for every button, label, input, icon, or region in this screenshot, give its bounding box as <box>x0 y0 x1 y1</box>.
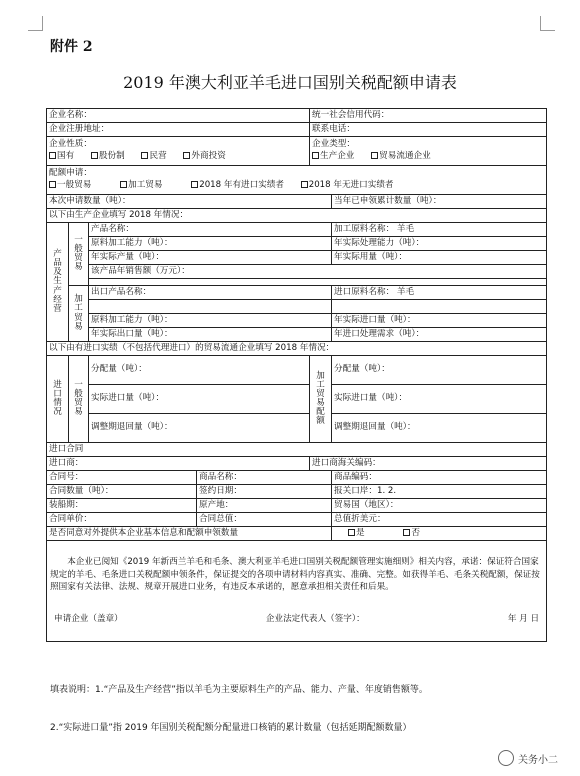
option-label: 否 <box>411 527 420 538</box>
note-2: 2.“实际进口量”指 2019 年国别关税配额分配量进口核销的累计数量（包括延期配额数量） <box>50 723 412 733</box>
option-label: 2018 年无进口实绩者 <box>308 180 394 190</box>
actual-import3-field[interactable]: 实际进口量（吨）： <box>332 385 547 414</box>
checkbox-icon <box>183 152 190 159</box>
nature-field <box>47 137 310 166</box>
nature-option[interactable] <box>49 151 74 161</box>
blank-row <box>332 300 547 314</box>
option-label: 生产企业 <box>320 151 355 161</box>
actual-import-field[interactable]: 年实际进口量（吨）： <box>332 314 547 328</box>
allocated2-field[interactable]: 分配量（吨）： <box>332 356 547 385</box>
blank-row <box>89 279 547 286</box>
wechat-logo-icon <box>498 750 514 766</box>
checkbox-icon <box>348 529 355 536</box>
reg-address-field[interactable]: 企业注册地址： <box>47 123 310 137</box>
trade-country-field[interactable]: 贸易国（地区）： <box>332 499 547 513</box>
option-label: 加工贸易 <box>128 180 163 190</box>
import-raw-field[interactable]: 进口原料名称： 羊毛 <box>332 286 547 300</box>
port-field[interactable]: 报关口岸：1. 2. <box>332 485 547 499</box>
total-price-field[interactable]: 合同总值： <box>197 513 332 527</box>
type-option[interactable] <box>312 151 354 161</box>
producer-section-header: 以下由生产企业填写 2018 年情况： <box>47 209 547 223</box>
legal-rep-signature[interactable]: 企业法定代表人（签字）： <box>265 614 365 625</box>
signature-date[interactable]: 年 月 日 <box>507 614 540 625</box>
actual-export-field[interactable]: 年实际出口量（吨）： <box>89 328 332 342</box>
processing-trade-label: 加工贸易 <box>69 286 89 342</box>
option-label: 是 <box>356 527 365 538</box>
apply-option[interactable] <box>301 180 394 190</box>
actual-output-field[interactable]: 年实际产量（吨）： <box>89 251 332 265</box>
agree-yes-option[interactable] <box>348 528 365 538</box>
import-demand-field[interactable]: 年进口处理需求（吨）： <box>332 328 547 342</box>
checkbox-icon <box>141 152 148 159</box>
option-label: 2018 年有进口实绩者 <box>199 180 285 190</box>
quota-apply-field <box>47 166 547 195</box>
contract-label: 进口合同 <box>47 443 547 457</box>
nature-option[interactable] <box>183 151 225 161</box>
total-usd-field[interactable]: 总值折美元： <box>332 513 547 527</box>
producer-side-label: 产品及生产经营 <box>47 223 69 342</box>
nature-option[interactable] <box>91 151 125 161</box>
goods-code-field[interactable]: 商品编码： <box>332 471 547 485</box>
checkbox-icon <box>191 181 198 188</box>
actual-import2-field[interactable]: 实际进口量（吨）： <box>89 385 310 414</box>
checkbox-icon <box>312 152 319 159</box>
type-field <box>310 137 547 166</box>
option-label: 民营 <box>149 151 167 161</box>
contract-no-field[interactable]: 合同号： <box>47 471 197 485</box>
checkbox-icon <box>120 181 127 188</box>
checkbox-icon <box>91 152 98 159</box>
attachment-label: 附件 2 <box>50 39 93 55</box>
agree-no-option[interactable] <box>403 528 420 538</box>
checkbox-icon <box>301 181 308 188</box>
checkbox-icon <box>403 529 410 536</box>
apply-option[interactable] <box>191 180 284 190</box>
corner-mark <box>28 16 43 31</box>
option-label: 外商投资 <box>191 151 226 161</box>
origin-field[interactable]: 原产地： <box>197 499 332 513</box>
option-label: 股份制 <box>98 151 125 161</box>
checkbox-icon <box>49 152 56 159</box>
unit-price-field[interactable]: 合同单价： <box>47 513 197 527</box>
company-name-field[interactable]: 企业名称： <box>47 109 310 123</box>
phone-field[interactable]: 联系电话： <box>310 123 547 137</box>
export-product-field[interactable]: 出口产品名称： <box>89 286 332 300</box>
checkbox-icon <box>371 152 378 159</box>
product-value-field[interactable]: 该产品年销售额（万元）： <box>89 265 547 279</box>
nature-label: 企业性质： <box>49 139 92 150</box>
import-side-label: 进口情况 <box>47 356 69 443</box>
note-1: 填表说明：1.“产品及生产经营”指以羊毛为主要原料生产的产品、能力、产量、年度销售额等。 <box>50 685 428 695</box>
option-label: 一般贸易 <box>57 180 92 190</box>
apply-qty-field[interactable]: 本次申请数量（吨）： <box>47 195 332 209</box>
importer-field[interactable]: 进口商： <box>47 457 310 471</box>
watermark <box>498 750 558 766</box>
actual-use-field[interactable]: 年实际用量（吨）： <box>332 251 547 265</box>
agree-question: 是否同意对外提供本企业基本信息和配额申领数量 <box>47 527 332 541</box>
agree-options <box>332 527 547 541</box>
general-trade-label: 一般贸易 <box>69 223 89 286</box>
option-label: 国有 <box>57 151 75 161</box>
already-qty-field[interactable]: 当年已申领累计数量（吨）： <box>332 195 547 209</box>
trade-processing-label: 加工贸易配额 <box>310 356 332 443</box>
apply-label: 配额申请： <box>49 168 92 179</box>
goods-name-field[interactable]: 商品名称： <box>197 471 332 485</box>
blank-row <box>89 300 332 314</box>
ship-period-field[interactable]: 装船期： <box>47 499 197 513</box>
nature-option[interactable] <box>141 151 166 161</box>
application-form-table <box>46 108 547 642</box>
watermark-label: 关务小二 <box>518 754 558 766</box>
raw-capacity-field[interactable]: 原料加工能力（吨）： <box>89 237 332 251</box>
option-label: 贸易流通企业 <box>379 151 431 161</box>
apply-option[interactable] <box>49 180 91 190</box>
actual-processing-cap-field[interactable]: 年实际处理能力（吨）： <box>332 237 547 251</box>
checkbox-icon <box>49 181 56 188</box>
trade-general-label: 一般贸易 <box>69 356 89 443</box>
corner-mark <box>540 16 555 31</box>
trade-section-header: 以下由有进口实绩（不包括代理进口）的贸易流通企业填写 2018 年情况： <box>47 342 547 356</box>
commitment-block <box>47 541 547 642</box>
returned-field[interactable]: 调整期退回量（吨）： <box>89 414 310 443</box>
allocated-field[interactable]: 分配量（吨）： <box>89 356 310 385</box>
contract-qty-field[interactable]: 合同数量（吨）： <box>47 485 197 499</box>
applicant-signature[interactable]: 申请企业（盖章） <box>54 614 123 625</box>
raw-material-field[interactable]: 加工原料名称： 羊毛 <box>332 223 547 237</box>
type-label: 企业类型： <box>312 139 355 150</box>
commitment-text: 本企业已阅知《2019 年新西兰羊毛和毛条、澳大利亚羊毛进口国别关税配额管理实施细则》相关内容，承诺：保证符合国家规定的羊毛、毛条进口关税配额申领条件，保证提交的各项申请材料内容真实、准确、完整。如获得羊毛、毛条关税配额，保证按照国家有关法律、法规、规章开展进口业务，有违反本承诺的，愿意承担相关责任和后果。 <box>50 557 540 592</box>
raw-capacity2-field[interactable]: 原料加工能力（吨）： <box>89 314 332 328</box>
type-option[interactable] <box>371 151 431 161</box>
returned2-field[interactable]: 调整期退回量（吨）： <box>332 414 547 443</box>
sign-date-field[interactable]: 签约日期： <box>197 485 332 499</box>
form-title: 2019 年澳大利亚羊毛进口国别关税配额申请表 <box>123 73 457 92</box>
apply-option[interactable] <box>120 180 162 190</box>
product-name-field[interactable]: 产品名称： <box>89 223 332 237</box>
credit-code-field[interactable]: 统一社会信用代码： <box>310 109 547 123</box>
customs-code-field[interactable]: 进口商海关编码： <box>310 457 547 471</box>
